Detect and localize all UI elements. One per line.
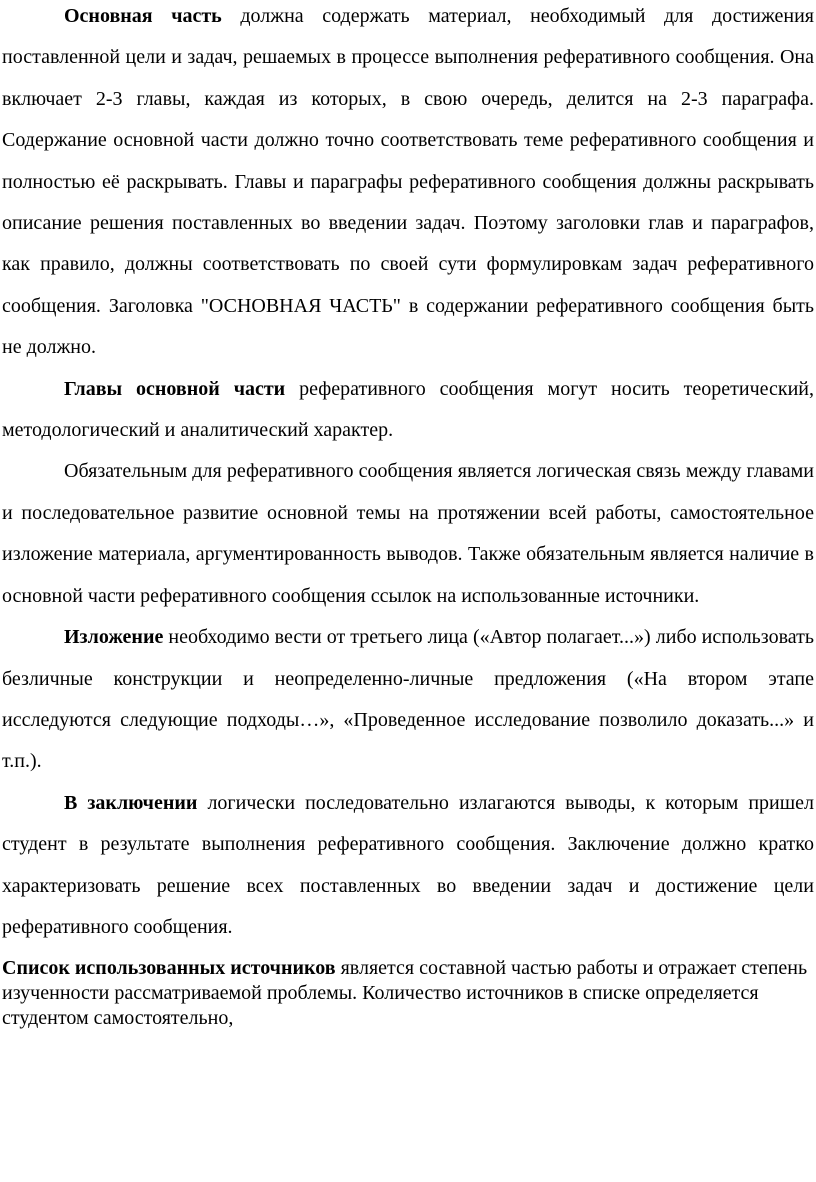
paragraph-text: Обязательным для реферативного сообщения является логическая связь между главами и последовательное развитие основной темы на протяжении всей работы, самостоятельное изложение материала, аргументированность выводов. Также обязательным является наличие в основной части реферативного сообщения ссылок на использованные источники.	[2, 460, 814, 607]
paragraph-text: является составной частью работы и отражает степень изученности рассматриваемой проблемы. Количество источников в списке определяется студентом самостоятельно,	[2, 957, 808, 1030]
term-presentation: Изложение	[64, 626, 164, 649]
paragraph-main-part	[2, 0, 814, 369]
paragraph-text: реферативного сообщения могут носить теоретический, методологический и аналитический характер.	[2, 377, 814, 442]
paragraph-sources	[2, 956, 814, 1031]
paragraph-presentation	[2, 617, 814, 783]
paragraph-text: должна содержать материал, необходимый для достижения поставленной цели и задач, решаемых в процессе выполнения реферативного сообщения. Она включает 2-3 главы, каждая из которых, в свою очередь, делится на 2-3 параграфа. Содержание основной части должно точно соответствовать теме реферативного сообщения и полностью её раскрывать. Главы и параграфы реферативного сообщения должны раскрывать описание решения поставленных во введении задач. Поэтому заголовки глав и параграфов, как правило, должны соответствовать по своей сути формулировкам задач реферативного сообщения. Заголовка "ОСНОВНАЯ ЧАСТЬ" в содержании реферативного сообщения быть не должно.	[2, 5, 814, 359]
term-conclusion: В заключении	[64, 791, 198, 814]
paragraph-chapters	[2, 369, 814, 452]
term-main-part: Основная часть	[64, 5, 222, 27]
paragraph-text: логически последовательно излагаются выводы, к которым пришел студент в результате выполнения реферативного сообщения. Заключение должно кратко характеризовать решение всех поставленных во введении задач и достижение цели реферативного сообщения.	[2, 791, 814, 938]
term-sources: Список использованных источников	[2, 957, 336, 980]
term-chapters: Главы основной части	[64, 377, 286, 400]
paragraph-text: необходимо вести от третьего лица («Автор полагает...») либо использовать безличные конструкции и неопределенно-личные предложения («На втором этапе исследуются следующие подходы…», «Проведенное исследование позволило доказать...» и т.п.).	[2, 626, 814, 773]
paragraph-logical-link	[2, 451, 814, 617]
paragraph-conclusion	[2, 783, 814, 949]
